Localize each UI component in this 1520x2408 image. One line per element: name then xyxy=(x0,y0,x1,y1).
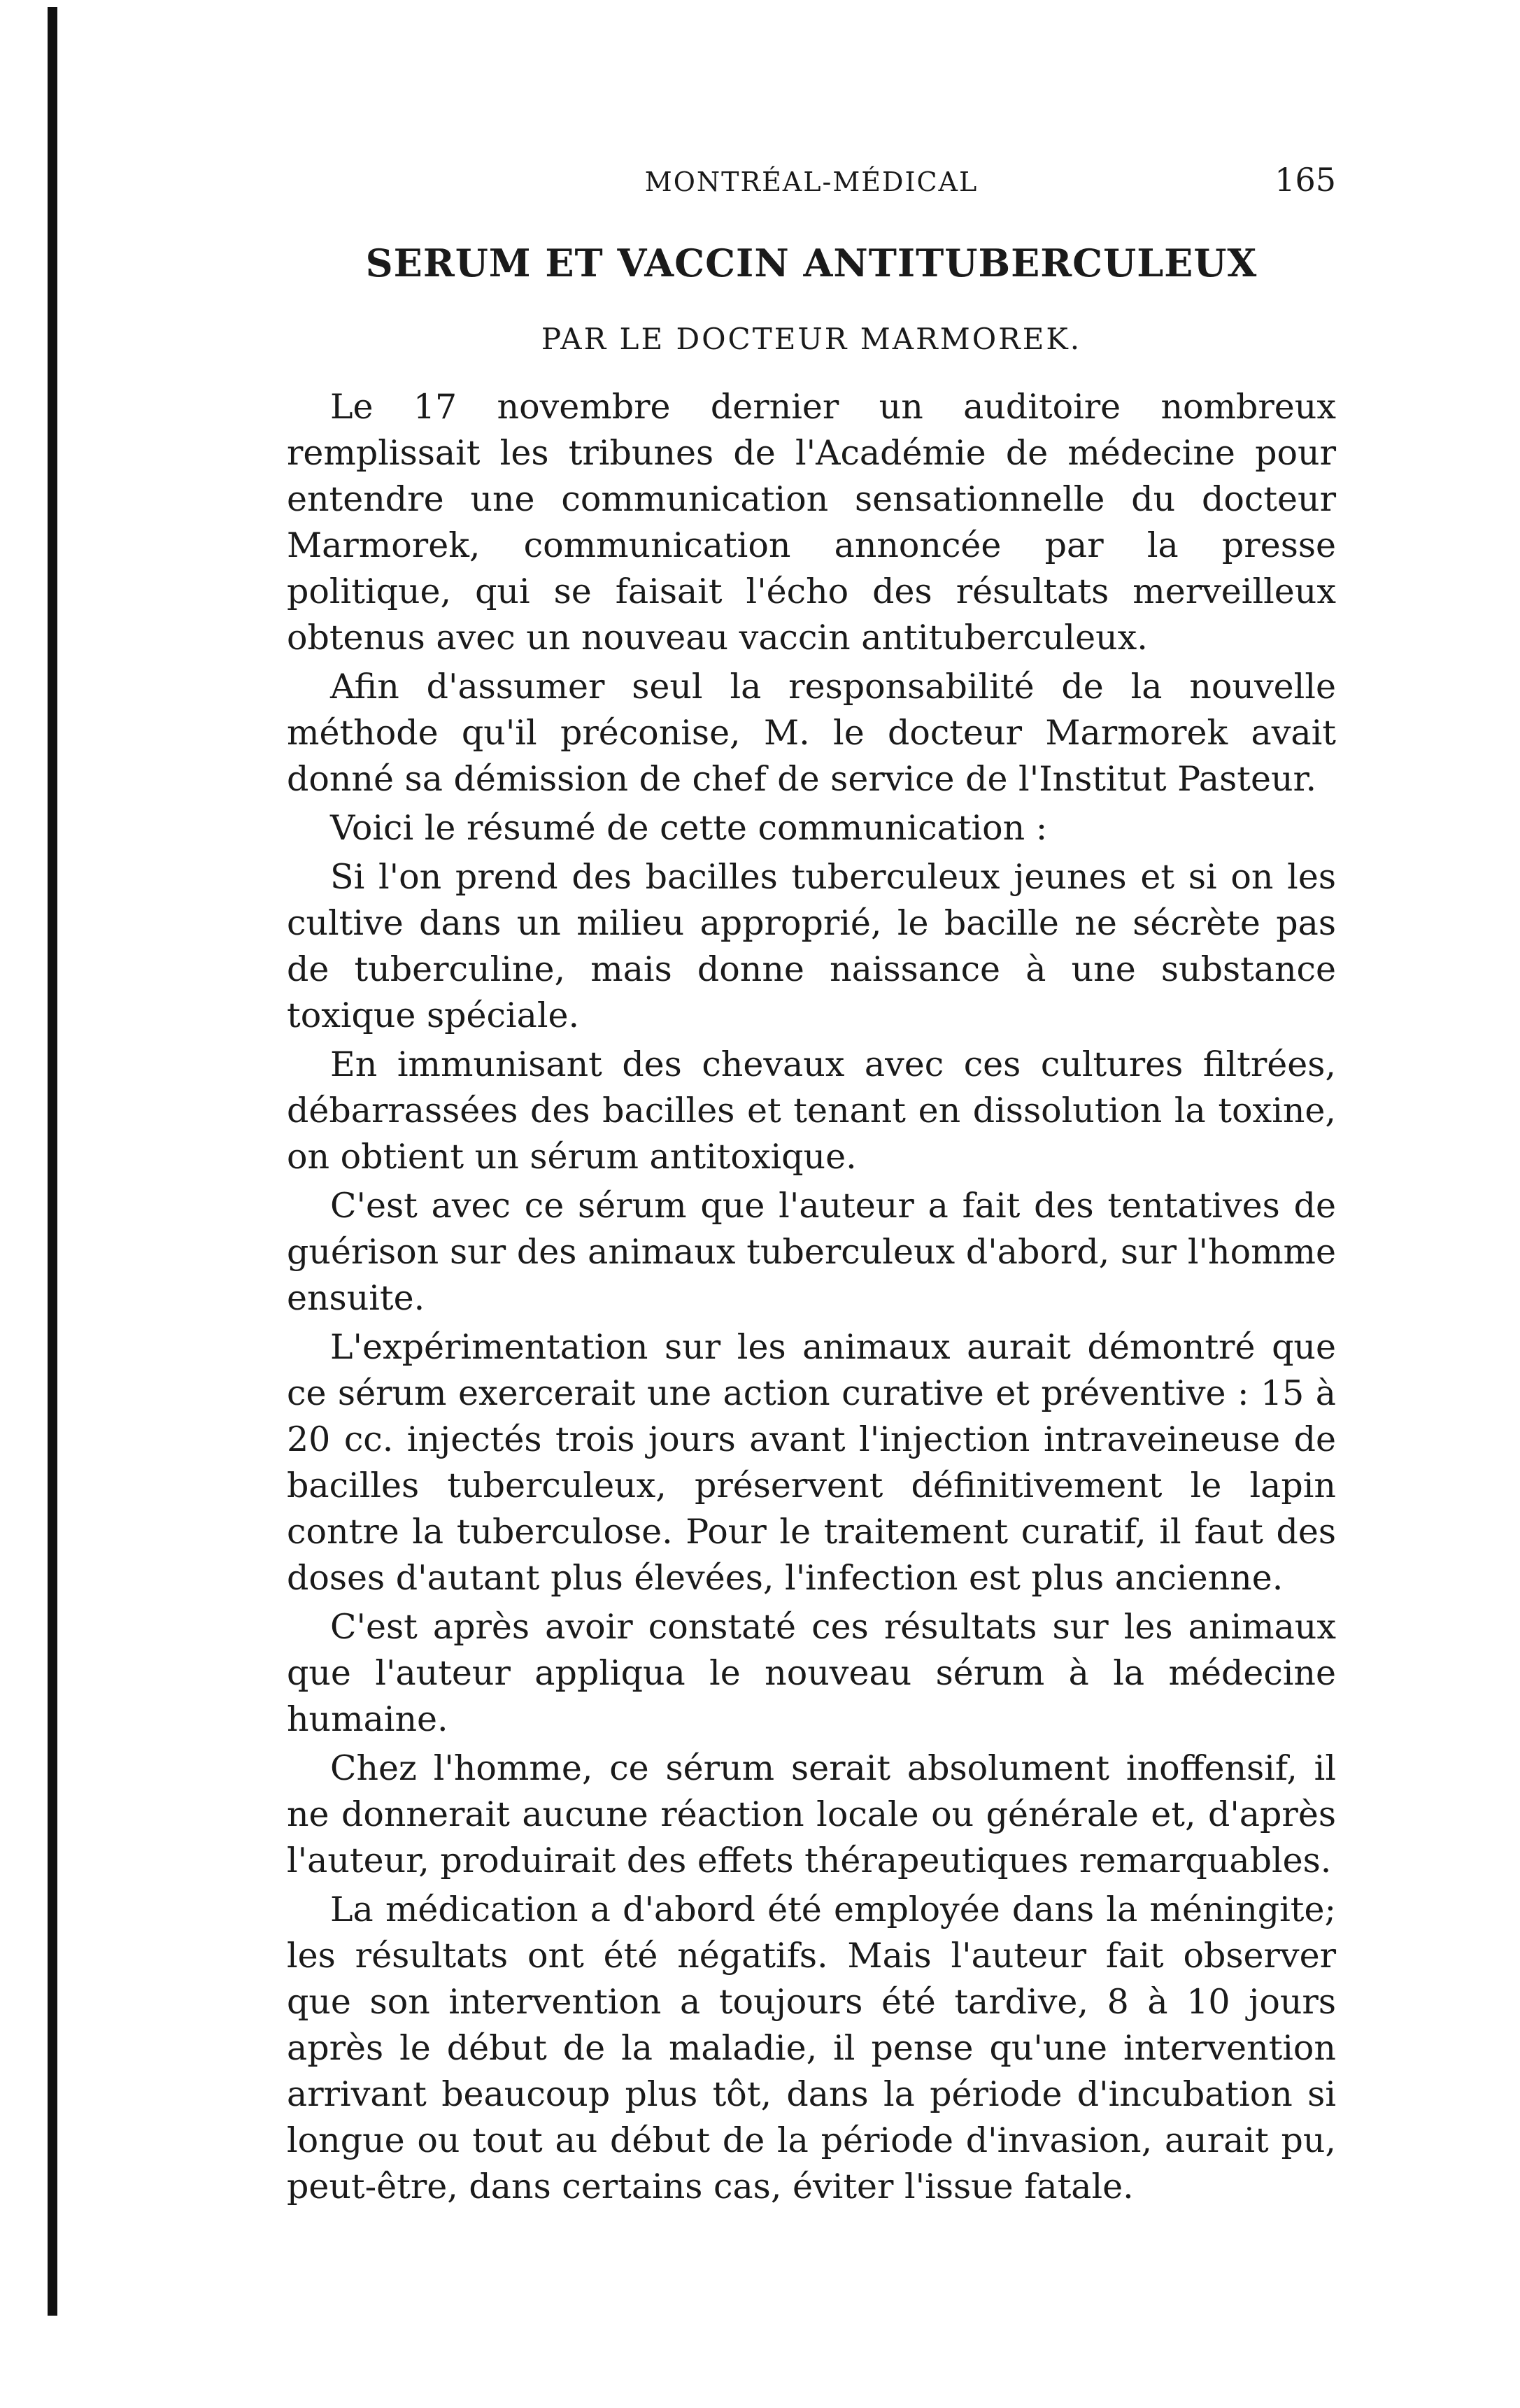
document-page xyxy=(287,154,1336,2213)
paragraph: L'expérimentation sur les animaux aurait démontré que ce sérum exercerait une action curative et préventive : 15 à 20 cc. injectés trois jours avant l'injection intraveineuse de bacilles tuberculeux, préservent définitivement le lapin contre la tuberculose. Pour le traitement curatif, il faut des doses d'autant plus élevées, l'infection est plus ancienne. xyxy=(287,1327,1336,1598)
paragraph: Chez l'homme, ce sérum serait absolument inoffensif, il ne donnerait aucune réaction locale ou générale et, d'après l'auteur, produirait des effets thérapeutiques remarquables. xyxy=(287,1748,1336,1881)
paragraph: Afin d'assumer seul la responsabilité de la nouvelle méthode qu'il préconise, M. le docteur Marmorek avait donné sa démission de chef de service de l'Institut Pasteur. xyxy=(287,667,1336,799)
article-title: SERUM ET VACCIN ANTITUBERCULEUX xyxy=(365,241,1258,285)
running-head xyxy=(287,154,1336,210)
running-title: MONTRÉAL-MÉDICAL xyxy=(644,167,979,197)
article-byline: PAR LE DOCTEUR MARMOREK. xyxy=(541,322,1082,356)
paragraph: La médication a d'abord été employée dans la méningite; les résultats ont été négatifs. Mais l'auteur fait observer que son intervention a toujours été tardive, 8 à 10 jours après le début de la maladie, il pense qu'une intervention arrivant beaucoup plus tôt, dans la période d'incubation si longue ou tout au début de la période d'invasion, aurait pu, peut-être, dans certains cas, éviter l'issue fatale. xyxy=(287,1890,1336,2207)
scan-edge-rule xyxy=(48,7,57,2316)
paragraph: Voici le résumé de cette communication : xyxy=(330,808,1048,848)
article-body xyxy=(287,384,1336,2210)
paragraph: En immunisant des chevaux avec ces cultures filtrées, débarrassées des bacilles et tenant en dissolution la toxine, on obtient un sérum antitoxique. xyxy=(287,1044,1336,1177)
paragraph: Si l'on prend des bacilles tuberculeux jeunes et si on les cultive dans un milieu approprié, le bacille ne sécrète pas de tuberculine, mais donne naissance à une substance toxique spéciale. xyxy=(287,857,1336,1035)
paragraph: Le 17 novembre dernier un auditoire nombreux remplissait les tribunes de l'Académie de médecine pour entendre une communication sensationnelle du docteur Marmorek, communication annoncée par la presse politique, qui se faisait l'écho des résultats merveilleux obtenus avec un nouveau vaccin antituberculeux. xyxy=(287,387,1336,658)
page-number: 165 xyxy=(1274,161,1336,199)
paragraph: C'est avec ce sérum que l'auteur a fait des tentatives de guérison sur des animaux tuberculeux d'abord, sur l'homme ensuite. xyxy=(287,1186,1336,1318)
paragraph: C'est après avoir constaté ces résultats sur les animaux que l'auteur appliqua le nouveau sérum à la médecine humaine. xyxy=(287,1607,1336,1739)
